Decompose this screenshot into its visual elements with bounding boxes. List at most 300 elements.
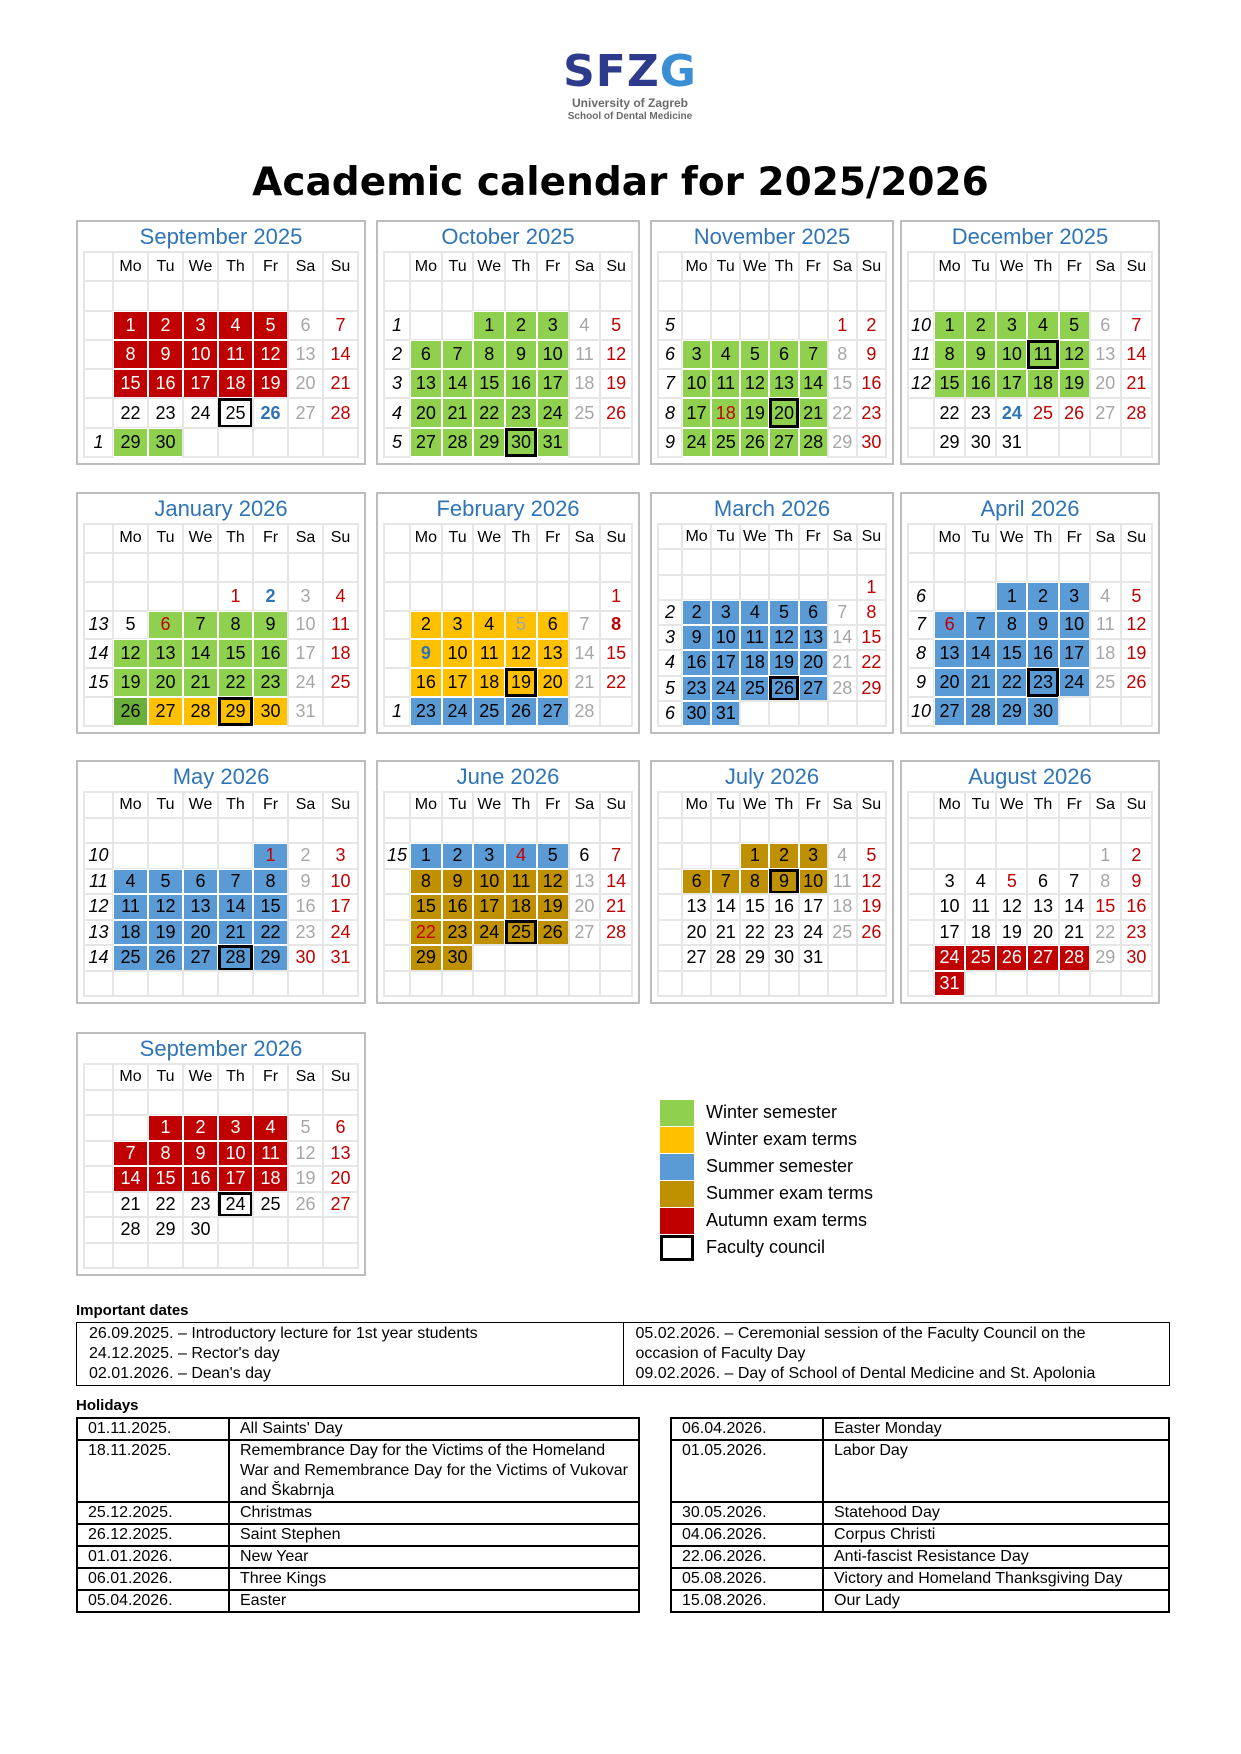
empty-cell xyxy=(1090,971,1121,997)
weekday-header: Mo xyxy=(682,252,711,281)
day-cell: 22 xyxy=(253,920,288,946)
empty-cell xyxy=(711,311,740,340)
week-number xyxy=(84,971,113,997)
empty-cell xyxy=(740,281,769,310)
empty-cell xyxy=(218,818,253,844)
holiday-row xyxy=(671,1440,1169,1502)
legend-swatch xyxy=(660,1235,694,1261)
empty-cell xyxy=(323,1243,358,1269)
empty-cell xyxy=(569,971,601,997)
day-cell: 10 xyxy=(442,639,474,668)
month-september-2025 xyxy=(76,220,366,465)
day-cell: 18 xyxy=(218,369,253,398)
day-cell: 18 xyxy=(740,650,769,675)
day-cell: 13 xyxy=(1090,340,1121,369)
day-cell: 30 xyxy=(769,945,798,971)
empty-cell xyxy=(682,281,711,310)
empty-cell xyxy=(218,971,253,997)
legend-swatch xyxy=(660,1154,694,1180)
day-cell: 25 xyxy=(113,945,148,971)
weekday-header: Mo xyxy=(113,252,148,281)
day-cell: 9 xyxy=(148,340,183,369)
day-cell: 13 xyxy=(410,369,442,398)
empty-cell xyxy=(682,818,711,844)
month-november-2025 xyxy=(650,220,894,465)
week-header-blank xyxy=(908,252,934,281)
empty-cell xyxy=(288,281,323,310)
empty-cell xyxy=(1059,553,1090,582)
weekday-header: We xyxy=(183,252,218,281)
holiday-row xyxy=(671,1502,1169,1524)
day-cell: 27 xyxy=(769,428,798,457)
day-cell: 10 xyxy=(288,611,323,640)
week-number xyxy=(384,281,410,310)
week-number: 11 xyxy=(908,340,934,369)
day-cell: 11 xyxy=(505,869,537,895)
day-cell: 4 xyxy=(828,843,857,869)
day-cell: 19 xyxy=(537,894,569,920)
week-number xyxy=(908,398,934,427)
empty-cell xyxy=(600,428,632,457)
day-cell: 11 xyxy=(1090,611,1121,640)
empty-cell xyxy=(799,311,828,340)
empty-cell xyxy=(183,971,218,997)
day-cell: 11 xyxy=(569,340,601,369)
day-cell: 27 xyxy=(682,945,711,971)
day-cell: 16 xyxy=(965,369,996,398)
day-cell: 14 xyxy=(799,369,828,398)
week-number xyxy=(84,1090,113,1116)
empty-cell xyxy=(473,553,505,582)
day-cell: 10 xyxy=(934,894,965,920)
logo-mark xyxy=(540,48,720,96)
day-cell: 16 xyxy=(410,668,442,697)
day-cell: 19 xyxy=(600,369,632,398)
day-cell: 15 xyxy=(253,894,288,920)
day-cell: 31 xyxy=(288,697,323,726)
weekday-header: Mo xyxy=(113,1064,148,1090)
weekday-header: Sa xyxy=(288,792,323,818)
day-cell: 24 xyxy=(288,668,323,697)
day-cell: 13 xyxy=(148,639,183,668)
empty-cell xyxy=(253,553,288,582)
week-number: 5 xyxy=(658,676,682,701)
day-cell: 20 xyxy=(183,920,218,946)
empty-cell xyxy=(218,843,253,869)
day-cell: 23 xyxy=(288,920,323,946)
day-cell: 28 xyxy=(600,920,632,946)
weekday-header: Sa xyxy=(828,252,857,281)
day-cell: 9 xyxy=(183,1141,218,1167)
day-cell: 15 xyxy=(1090,894,1121,920)
important-dates-left xyxy=(77,1323,624,1386)
day-cell: 27 xyxy=(288,398,323,427)
day-cell: 28 xyxy=(323,398,358,427)
holiday-date: 22.06.2026. xyxy=(671,1546,823,1568)
day-cell: 7 xyxy=(1121,311,1152,340)
empty-cell xyxy=(218,553,253,582)
week-header-blank xyxy=(384,524,410,553)
empty-cell xyxy=(410,818,442,844)
important-date: 02.01.2026. – Dean's day xyxy=(89,1365,271,1382)
empty-cell xyxy=(218,1217,253,1243)
week-number: 9 xyxy=(908,668,934,697)
day-cell: 21 xyxy=(218,920,253,946)
day-cell: 2 xyxy=(288,843,323,869)
weekday-header: Su xyxy=(323,524,358,553)
empty-cell xyxy=(442,582,474,611)
day-cell: 24 xyxy=(473,920,505,946)
empty-cell xyxy=(113,1090,148,1116)
weekday-header: Mo xyxy=(682,524,711,549)
week-number xyxy=(84,1166,113,1192)
weekday-header: Fr xyxy=(1059,792,1090,818)
legend-item xyxy=(660,1208,920,1234)
day-cell: 12 xyxy=(1059,340,1090,369)
empty-cell xyxy=(113,843,148,869)
weekday-header: We xyxy=(183,792,218,818)
weekday-header: Th xyxy=(505,524,537,553)
legend-item xyxy=(660,1100,920,1126)
day-cell: 16 xyxy=(148,369,183,398)
empty-cell xyxy=(442,553,474,582)
holiday-date: 05.08.2026. xyxy=(671,1568,823,1590)
week-number: 1 xyxy=(84,428,113,457)
empty-cell xyxy=(410,553,442,582)
empty-cell xyxy=(1027,818,1058,844)
day-cell: 2 xyxy=(1121,843,1152,869)
empty-cell xyxy=(1027,971,1058,997)
weekday-header: Su xyxy=(323,1064,358,1090)
day-cell: 21 xyxy=(442,398,474,427)
day-cell: 24 xyxy=(682,428,711,457)
day-cell: 20 xyxy=(1027,920,1058,946)
day-cell: 29 xyxy=(828,428,857,457)
weekday-header: Tu xyxy=(711,792,740,818)
legend-swatch xyxy=(660,1208,694,1234)
week-number xyxy=(384,869,410,895)
empty-cell xyxy=(253,1243,288,1269)
day-cell: 14 xyxy=(600,869,632,895)
day-cell: 6 xyxy=(1090,311,1121,340)
holiday-row xyxy=(77,1568,639,1590)
empty-cell xyxy=(183,281,218,310)
week-number: 7 xyxy=(658,369,682,398)
day-cell: 4 xyxy=(1090,582,1121,611)
day-cell: 2 xyxy=(253,582,288,611)
empty-cell xyxy=(569,945,601,971)
holiday-name: Labor Day xyxy=(823,1440,1169,1502)
day-cell: 19 xyxy=(148,920,183,946)
day-cell: 29 xyxy=(148,1217,183,1243)
day-cell: 24 xyxy=(996,398,1027,427)
important-dates-table xyxy=(76,1322,1170,1386)
weekday-header: Mo xyxy=(934,252,965,281)
empty-cell xyxy=(711,281,740,310)
day-cell: 13 xyxy=(682,894,711,920)
empty-cell xyxy=(1121,553,1152,582)
weekday-header: We xyxy=(183,1064,218,1090)
day-cell: 26 xyxy=(537,920,569,946)
day-cell: 31 xyxy=(934,971,965,997)
legend-swatch xyxy=(660,1100,694,1126)
weekday-header: Tu xyxy=(442,252,474,281)
week-number xyxy=(658,869,682,895)
day-cell: 17 xyxy=(442,668,474,697)
day-cell: 8 xyxy=(1090,869,1121,895)
week-number: 9 xyxy=(658,428,682,457)
empty-cell xyxy=(148,553,183,582)
empty-cell xyxy=(769,575,798,600)
day-cell: 5 xyxy=(769,600,798,625)
day-cell: 29 xyxy=(113,428,148,457)
weekday-header: Sa xyxy=(828,792,857,818)
empty-cell xyxy=(740,971,769,997)
day-cell: 9 xyxy=(410,639,442,668)
empty-cell xyxy=(505,281,537,310)
empty-cell xyxy=(965,971,996,997)
empty-cell xyxy=(1121,971,1152,997)
day-cell: 18 xyxy=(569,369,601,398)
day-cell: 29 xyxy=(253,945,288,971)
day-cell: 3 xyxy=(537,311,569,340)
day-cell: 25 xyxy=(323,668,358,697)
important-date: 26.09.2025. – Introductory lecture for 1st year students xyxy=(89,1325,478,1342)
day-cell: 14 xyxy=(711,894,740,920)
empty-cell xyxy=(1090,553,1121,582)
day-cell: 18 xyxy=(473,668,505,697)
day-cell: 23 xyxy=(682,676,711,701)
day-cell: 8 xyxy=(253,869,288,895)
day-cell: 6 xyxy=(410,340,442,369)
day-cell: 14 xyxy=(965,639,996,668)
holiday-row xyxy=(77,1546,639,1568)
school-logo xyxy=(540,48,720,138)
week-number xyxy=(658,843,682,869)
holiday-date: 06.04.2026. xyxy=(671,1418,823,1440)
week-number xyxy=(658,818,682,844)
holiday-name: Easter xyxy=(229,1590,639,1612)
empty-cell xyxy=(828,945,857,971)
month-name: August 2026 xyxy=(968,764,1092,789)
month-name: September 2025 xyxy=(139,224,303,249)
day-cell: 10 xyxy=(473,869,505,895)
day-cell: 18 xyxy=(965,920,996,946)
empty-cell xyxy=(537,971,569,997)
day-cell: 22 xyxy=(996,668,1027,697)
week-header-blank xyxy=(84,1064,113,1090)
holidays-label: Holidays xyxy=(76,1397,139,1414)
day-cell: 29 xyxy=(218,697,253,726)
empty-cell xyxy=(828,818,857,844)
empty-cell xyxy=(569,818,601,844)
day-cell: 8 xyxy=(410,869,442,895)
weekday-header: Fr xyxy=(253,252,288,281)
empty-cell xyxy=(569,428,601,457)
weekday-header: Th xyxy=(769,524,798,549)
day-cell: 6 xyxy=(569,843,601,869)
empty-cell xyxy=(253,818,288,844)
day-cell: 7 xyxy=(1059,869,1090,895)
week-number: 14 xyxy=(84,639,113,668)
day-cell: 26 xyxy=(148,945,183,971)
holiday-date: 15.08.2026. xyxy=(671,1590,823,1612)
day-cell: 15 xyxy=(148,1166,183,1192)
empty-cell xyxy=(473,582,505,611)
empty-cell xyxy=(1027,553,1058,582)
day-cell: 30 xyxy=(682,701,711,726)
day-cell: 16 xyxy=(1027,639,1058,668)
weekday-header: Su xyxy=(1121,792,1152,818)
day-cell: 19 xyxy=(857,894,886,920)
holiday-row xyxy=(77,1502,639,1524)
day-cell: 5 xyxy=(1059,311,1090,340)
empty-cell xyxy=(1059,428,1090,457)
day-cell: 17 xyxy=(218,1166,253,1192)
page-title: Academic calendar for 2025/2026 xyxy=(252,160,989,205)
day-cell: 6 xyxy=(323,1115,358,1141)
day-cell: 21 xyxy=(828,650,857,675)
week-number: 2 xyxy=(658,600,682,625)
day-cell: 21 xyxy=(965,668,996,697)
day-cell: 26 xyxy=(769,676,798,701)
day-cell: 4 xyxy=(505,843,537,869)
week-number xyxy=(384,553,410,582)
day-cell: 16 xyxy=(682,650,711,675)
empty-cell xyxy=(740,311,769,340)
holiday-date: 30.05.2026. xyxy=(671,1502,823,1524)
day-cell: 19 xyxy=(769,650,798,675)
day-cell: 27 xyxy=(934,697,965,726)
day-cell: 14 xyxy=(569,639,601,668)
empty-cell xyxy=(113,971,148,997)
day-cell: 12 xyxy=(1121,611,1152,640)
empty-cell xyxy=(442,971,474,997)
empty-cell xyxy=(505,553,537,582)
logo-text-accent: G xyxy=(659,46,697,97)
day-cell: 17 xyxy=(799,894,828,920)
week-number: 13 xyxy=(84,920,113,946)
weekday-header: Tu xyxy=(965,524,996,553)
empty-cell xyxy=(288,428,323,457)
day-cell: 17 xyxy=(711,650,740,675)
day-cell: 23 xyxy=(148,398,183,427)
empty-cell xyxy=(288,1243,323,1269)
empty-cell xyxy=(410,311,442,340)
day-cell: 30 xyxy=(288,945,323,971)
empty-cell xyxy=(113,281,148,310)
weekday-header: Sa xyxy=(569,524,601,553)
day-cell: 26 xyxy=(996,945,1027,971)
day-cell: 7 xyxy=(600,843,632,869)
day-cell: 30 xyxy=(965,428,996,457)
day-cell: 7 xyxy=(323,311,358,340)
day-cell: 12 xyxy=(740,369,769,398)
day-cell: 17 xyxy=(996,369,1027,398)
day-cell: 26 xyxy=(288,1192,323,1218)
day-cell: 26 xyxy=(857,920,886,946)
day-cell: 2 xyxy=(183,1115,218,1141)
day-cell: 27 xyxy=(569,920,601,946)
day-cell: 11 xyxy=(323,611,358,640)
empty-cell xyxy=(253,428,288,457)
week-number xyxy=(384,971,410,997)
weekday-header: Th xyxy=(218,1064,253,1090)
day-cell: 3 xyxy=(183,311,218,340)
empty-cell xyxy=(113,553,148,582)
weekday-header: Th xyxy=(769,792,798,818)
day-cell: 4 xyxy=(1027,311,1058,340)
week-header-blank xyxy=(658,524,682,549)
empty-cell xyxy=(1121,818,1152,844)
holiday-row xyxy=(671,1418,1169,1440)
week-number: 8 xyxy=(908,639,934,668)
weekday-header: Mo xyxy=(113,524,148,553)
empty-cell xyxy=(996,843,1027,869)
legend-item xyxy=(660,1127,920,1153)
day-cell: 14 xyxy=(828,625,857,650)
holiday-name: Anti-fascist Resistance Day xyxy=(823,1546,1169,1568)
holiday-row xyxy=(671,1524,1169,1546)
weekday-header: Fr xyxy=(253,1064,288,1090)
day-cell: 27 xyxy=(183,945,218,971)
day-cell: 28 xyxy=(799,428,828,457)
weekday-header: Tu xyxy=(965,252,996,281)
legend-swatch xyxy=(660,1127,694,1153)
empty-cell xyxy=(288,971,323,997)
day-cell: 28 xyxy=(1059,945,1090,971)
day-cell: 17 xyxy=(183,369,218,398)
month-august-2026 xyxy=(900,760,1160,1004)
day-cell: 5 xyxy=(148,869,183,895)
day-cell: 19 xyxy=(1059,369,1090,398)
day-cell: 21 xyxy=(711,920,740,946)
day-cell: 25 xyxy=(1027,398,1058,427)
month-march-2026 xyxy=(650,492,894,734)
day-cell: 8 xyxy=(828,340,857,369)
day-cell: 16 xyxy=(857,369,886,398)
empty-cell xyxy=(965,843,996,869)
weekday-header: Sa xyxy=(288,252,323,281)
day-cell: 20 xyxy=(537,668,569,697)
week-number: 15 xyxy=(84,668,113,697)
day-cell: 9 xyxy=(253,611,288,640)
day-cell: 20 xyxy=(934,668,965,697)
day-cell: 4 xyxy=(569,311,601,340)
day-cell: 9 xyxy=(1121,869,1152,895)
day-cell: 18 xyxy=(1090,639,1121,668)
day-cell: 8 xyxy=(996,611,1027,640)
weekday-header: Sa xyxy=(288,1064,323,1090)
day-cell: 25 xyxy=(965,945,996,971)
weekday-header: Su xyxy=(857,524,886,549)
day-cell: 25 xyxy=(569,398,601,427)
empty-cell xyxy=(600,971,632,997)
weekday-header: Su xyxy=(857,252,886,281)
day-cell: 8 xyxy=(473,340,505,369)
empty-cell xyxy=(682,843,711,869)
day-cell: 10 xyxy=(996,340,1027,369)
week-number: 12 xyxy=(908,369,934,398)
empty-cell xyxy=(323,428,358,457)
empty-cell xyxy=(253,971,288,997)
empty-cell xyxy=(288,1090,323,1116)
week-header-blank xyxy=(84,252,113,281)
day-cell: 16 xyxy=(1121,894,1152,920)
day-cell: 1 xyxy=(1090,843,1121,869)
day-cell: 3 xyxy=(996,311,1027,340)
empty-cell xyxy=(996,971,1027,997)
